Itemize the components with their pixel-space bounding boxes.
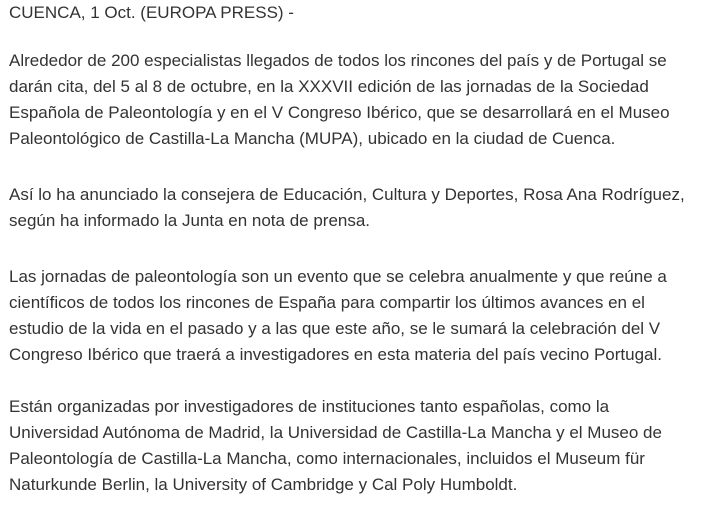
paragraph-line: Congreso Ibérico que traerá a investigadores en esta materia del país vecino Portugal. — [9, 345, 662, 364]
paragraph-line: Así lo ha anunciado la consejera de Educación, Cultura y Deportes, Rosa Ana Rodríguez, — [9, 185, 685, 204]
paragraph-3 — [9, 264, 709, 368]
paragraph-line: Española de Paleontología y en el V Congreso Ibérico, que se desarrollará en el Museo — [9, 103, 670, 122]
paragraph-line: Están organizadas por investigadores de instituciones tanto españolas, como la — [9, 397, 610, 416]
paragraph-line: estudio de la vida en el pasado y a las que este año, se le sumará la celebración del V — [9, 319, 661, 338]
dateline: CUENCA, 1 Oct. (EUROPA PRESS) - — [9, 3, 294, 22]
paragraph-line: Paleontológico de Castilla-La Mancha (MUPA), ubicado en la ciudad de Cuenca. — [9, 129, 616, 148]
paragraph-line: Alrededor de 200 especialistas llegados de todos los rincones del país y de Portugal se — [9, 51, 667, 70]
paragraph-line: Naturkunde Berlin, la University of Cambridge y Cal Poly Humboldt. — [9, 475, 518, 494]
paragraph-line: Universidad Autónoma de Madrid, la Universidad de Castilla-La Mancha y el Museo de — [9, 423, 662, 442]
paragraph-line: Paleontología de Castilla-La Mancha, como internacionales, incluidos el Museum für — [9, 449, 645, 468]
paragraph-4 — [9, 394, 709, 498]
paragraph-2 — [9, 182, 709, 234]
paragraph-line: según ha informado la Junta en nota de prensa. — [9, 211, 371, 230]
paragraph-line: científicos de todos los rincones de España para compartir los últimos avances en el — [9, 293, 645, 312]
paragraph-1 — [9, 48, 709, 152]
paragraph-line: Las jornadas de paleontología son un evento que se celebra anualmente y que reúne a — [9, 267, 667, 286]
article-body — [9, 0, 709, 494]
paragraph-line: darán cita, del 5 al 8 de octubre, en la XXXVII edición de las jornadas de la Sociedad — [9, 77, 649, 96]
